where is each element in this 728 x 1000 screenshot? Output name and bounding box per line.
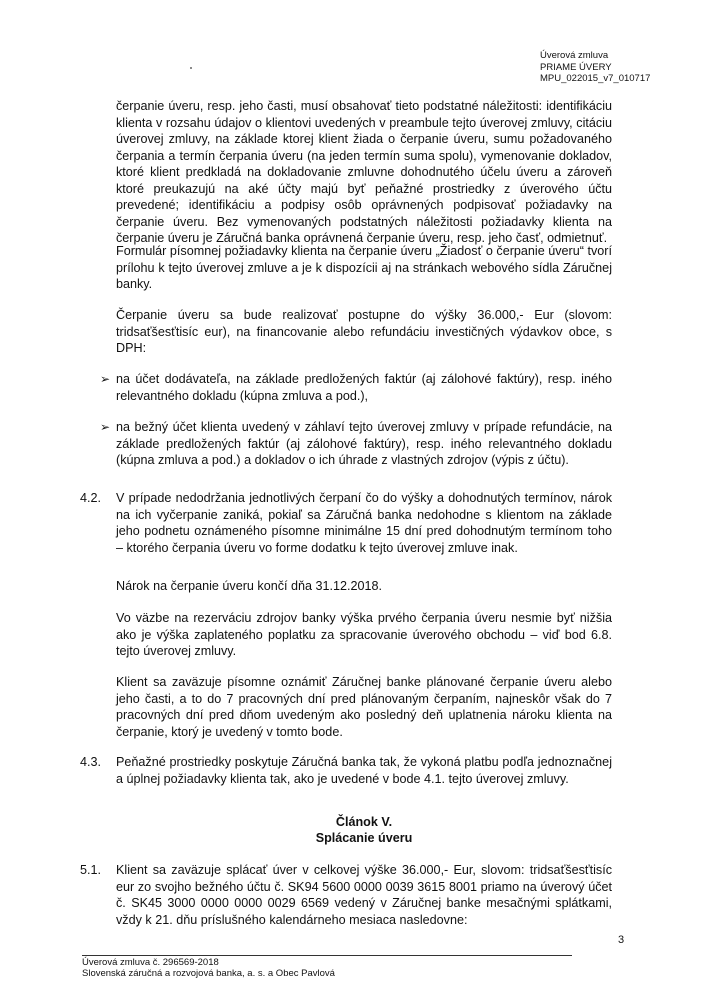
notification-obligation: Klient sa zaväzuje písomne oznámiť Záručnej banke plánované čerpanie úveru alebo jeho časti, a to do 7 pracovných dní pred plánovaným čerpaním, najneskôr však do 7 pracovných dní pred dňom uvedeným ako posledný deň uplatnenia nároku klienta na čerpanie, ktorý je uvedený v tomto bode. [116, 675, 612, 739]
section-5-1: Klient sa zaväzuje splácať úver v celkovej výške 36.000,- Eur, slovom: tridsaťšesťtisíc eur zo svojho bežného účtu č. SK94 5600 0000 0039 3615 8001 priamo na úverový účet č. SK45 3000 0000 0000 0029 6569 vedený v Záručnej banke mesačnými splátkami, vždy k 21. dňu príslušného kalendárneho mesiaca nasledovne: [116, 863, 612, 927]
drawdown-amount [116, 307, 612, 357]
paragraph: V prípade nedodržania jednotlivých čerpaní čo do výšky a dohodnutých termínov, nárok na ich vyčerpanie zaniká, pokiaľ sa Záručná banka nedohodne s klientom na základe jeho podnetu oznámeného písomne minimálne 15 dní pred dohodnutým termínom toho – ktorého čerpania úveru vo forme dodatku k tejto úverovej zmluve inak. [116, 491, 612, 555]
section-number: 4.2. [80, 491, 102, 505]
section-4-3: Peňažné prostriedky poskytuje Záručná banka tak, že vykoná platbu podľa jednoznačnej a úplnej požiadavky klienta tak, ako je uvedené v bode 4.1. tejto úverovej zmluvy. [116, 755, 612, 786]
article-subtitle: Splácanie úveru [315, 831, 413, 845]
footer-contract-number: Úverová zmluva č. 296569-2018 [82, 957, 219, 968]
request-form-note [116, 243, 612, 293]
scan-speck [190, 67, 192, 69]
header-contract-type: Úverová zmluva [540, 50, 609, 61]
section-number: 5.1. [80, 863, 102, 877]
arrow-bullet-icon: ➢ [100, 372, 111, 386]
first-drawdown-note: Vo väzbe na rezerváciu zdrojov banky výška prvého čerpania úveru nesmie byť nižšia ako je výška zaplateného poplatku za spracovanie úverového obchodu – viď bod 6.8. tejto úverovej zmluvy. [116, 611, 612, 658]
paragraph: Čerpanie úveru sa bude realizovať postupne do výšky 36.000,- Eur (slovom: tridsaťšesťtisíc eur), na financovanie alebo refundáciu investičných výdavkov obce, s DPH: [116, 308, 612, 355]
section-number: 4.3. [80, 755, 102, 769]
footer-divider [82, 955, 572, 956]
document-footer [82, 957, 335, 979]
footer-parties: Slovenská záručná a rozvojová banka, a. s. a Obec Pavlová [82, 968, 335, 979]
arrow-bullet-icon: ➢ [100, 420, 111, 434]
bullet-item: na bežný účet klienta uvedený v záhlaví tejto úverovej zmluvy v prípade refundácie, na základe predložených faktúr (aj zálohové faktúry), resp. iného relevantného dokladu (kúpna zmluva a pod.) a dokladov o ich úhrade z vlastných zdrojov (výpis z účtu). [116, 420, 612, 467]
paragraph: čerpanie úveru, resp. jeho časti, musí obsahovať tieto podstatné náležitosti: identifikáciu klienta v rozsahu údajov o klientovi uvedených v preambule tejto úverovej zmluvy, citáciu úverovej zmluvy, na základe ktorej klient žiada o čerpanie úveru, sumu požadovaného čerpania a termín čerpania úveru (na jeden termín suma spolu), vymenovanie dokladov, ktoré klient predkladá na dokladovanie zmluvne dohodnutého účelu úveru a zároveň ktoré preukazujú na aké účty majú byť peňažné prostriedky z úverového účtu prevedené; identifikáciu a podpisy osôb oprávnených podpisovať požiadavky na čerpanie úveru. Bez vymenovaných podstatných náležitosti požiadavky klienta na čerpanie úveru je Záručná banka oprávnená čerpanie úveru, resp. jeho časť, odmietnuť. [116, 99, 612, 245]
section-4-2 [116, 490, 612, 556]
bullet-item: na účet dodávateľa, na základe predložených faktúr (aj zálohové faktúry), resp. iného relevantného dokladu (kúpna zmluva a pod.), [116, 372, 612, 403]
article-title: Článok V. [335, 815, 393, 829]
drawdown-requirements [116, 98, 612, 247]
paragraph: Formulár písomnej požiadavky klienta na čerpanie úveru „Žiadosť o čerpanie úveru“ tvorí prílohu k tejto úverovej zmluve a je k dispozícii aj na stránkach webového sídla Záručnej banky. [116, 244, 612, 291]
header-product: PRIAME ÚVERY [540, 61, 612, 73]
document-header [540, 50, 672, 85]
drawdown-deadline: Nárok na čerpanie úveru končí dňa 31.12.2018. [116, 579, 383, 593]
page-number: 3 [618, 934, 625, 946]
header-form-code: MPU_022015_v7_010717 [540, 73, 651, 84]
